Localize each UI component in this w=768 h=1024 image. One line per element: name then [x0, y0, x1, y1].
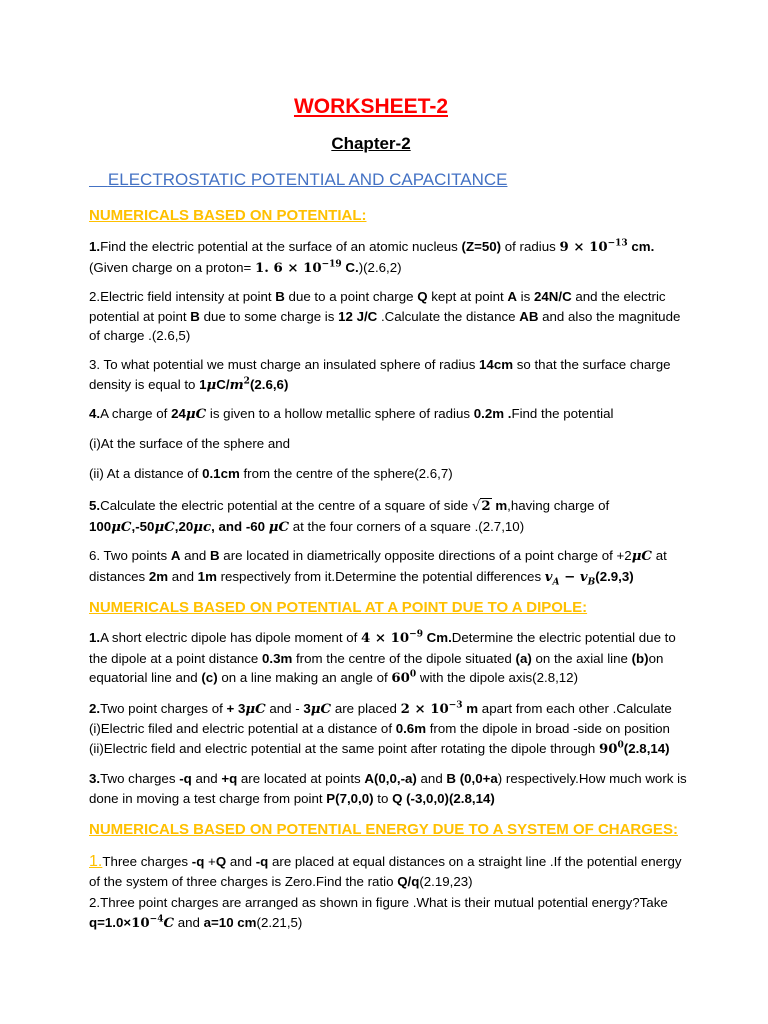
- q-math: 60: [391, 671, 410, 686]
- q-math-exp: −19: [321, 259, 342, 270]
- q-value: Q: [215, 854, 227, 869]
- q-text: .Calculate the distance: [377, 308, 520, 324]
- q-text: and -: [265, 701, 304, 716]
- q-text: are located in diametrically opposite directions of a point charge of +2: [219, 548, 632, 563]
- q-text: are located at points: [237, 771, 365, 786]
- q-math: m: [229, 377, 244, 393]
- q-text: 3. To what potential we must charge an insulated sphere of radius: [89, 357, 480, 372]
- q-text: on the axial line: [531, 650, 632, 666]
- q-math: 9 × 10: [559, 240, 608, 255]
- question-potential-3: [89, 355, 689, 395]
- q-number: 2.: [89, 701, 101, 716]
- question-potential-6: [89, 546, 689, 587]
- q-value: A(0,0,-a): [364, 771, 417, 786]
- q-math: 4 × 10: [361, 631, 410, 646]
- q-text: due to some charge is: [199, 308, 339, 324]
- q-value: 0.2m .: [473, 406, 512, 421]
- q-value: 24: [171, 406, 186, 421]
- q-math-sub: B: [587, 577, 596, 588]
- q-math: 90: [599, 742, 618, 757]
- q-math: μc: [193, 519, 212, 535]
- q-math: C: [163, 915, 175, 931]
- q-text: (ii)Electric field and electric potential at the same point after rotating the dipole through: [89, 741, 599, 756]
- q-text: from the centre of the sphere(2.6,7): [239, 466, 453, 481]
- q-value: , and -60: [211, 518, 269, 534]
- q-text: (Given charge on a proton=: [89, 259, 255, 275]
- q-text: respectively from it.Determine the potential differences: [216, 568, 545, 584]
- question-potential-4-part-i: (i)At the surface of the sphere and: [89, 436, 291, 451]
- section-potential-energy: NUMERICALS BASED ON POTENTIAL ENERGY DUE TO A SYSTEM OF CHARGES:: [89, 821, 678, 838]
- q-math: μC: [154, 519, 175, 535]
- q-text: Two point charges of: [100, 701, 227, 716]
- q-value: -q: [179, 771, 192, 786]
- q-ref: (2.21,5): [256, 914, 303, 930]
- q-text: 6. Two points: [89, 548, 171, 563]
- q-unit: Cm.: [422, 630, 452, 645]
- q-text: Calculate the electric potential at the centre of a square of side: [100, 498, 472, 513]
- q-math: μC: [111, 519, 132, 535]
- q-math: 10: [131, 915, 150, 931]
- q-math-sub: A: [552, 577, 560, 588]
- q-text: and: [168, 568, 198, 584]
- question-potential-4-part-ii: [89, 464, 689, 484]
- q-math-exp: −13: [607, 238, 628, 249]
- q-ref: (2.19,23): [419, 873, 473, 889]
- q-value: a=10 cm: [203, 914, 257, 930]
- q-value: 100: [89, 518, 112, 534]
- q-value: P(7,0,0): [326, 790, 374, 806]
- question-dipole-3: [89, 769, 689, 808]
- q-unit: m: [491, 498, 508, 513]
- q-text: is given to a hollow metallic sphere of radius: [206, 406, 474, 421]
- q-text: apart from each other .Calculate: [478, 701, 672, 716]
- q-value: q=1.0×: [89, 914, 132, 930]
- q-text: of radius: [501, 239, 560, 254]
- q-value: A: [170, 548, 181, 563]
- q-value: 24N/C: [533, 289, 572, 304]
- q-number: 4.: [89, 406, 101, 421]
- q-math: μC: [310, 702, 332, 717]
- q-text: and: [180, 548, 210, 563]
- q-value: A: [507, 289, 517, 304]
- q-number: 1.: [89, 853, 103, 870]
- q-text: +: [204, 854, 216, 869]
- q-value: (b): [631, 650, 649, 666]
- q-value: 3: [303, 701, 311, 716]
- section-potential: NUMERICALS BASED ON POTENTIAL:: [89, 207, 367, 224]
- q-value: (a): [515, 650, 532, 666]
- q-text: 2.Three point charges are arranged as shown in figure .What is their mutual potential energy?Take: [89, 895, 668, 910]
- sqrt-radicand: 2: [481, 499, 491, 514]
- question-dipole-2: [89, 699, 689, 720]
- q-text: A charge of: [100, 406, 172, 421]
- q-text: Three charges: [102, 854, 192, 869]
- q-value: AB: [519, 308, 539, 324]
- q-ref: (2.6,6): [249, 376, 289, 392]
- q-math: μC: [245, 702, 266, 717]
- question-potential-4: [89, 404, 689, 425]
- q-math: μ: [206, 377, 217, 393]
- q-text: from the centre of the dipole situated: [292, 650, 516, 666]
- q-math-exp: −4: [149, 914, 164, 925]
- q-text: and also the magnitude of charge .(2.6,5): [89, 308, 681, 343]
- chapter-title: Chapter-2: [331, 134, 411, 153]
- q-unit: m: [462, 701, 479, 716]
- q-value: B (0,0+a: [446, 771, 498, 786]
- q-value: 0.3m: [261, 650, 293, 666]
- q-value: 12 J/C: [338, 308, 378, 324]
- q-value: 14cm: [479, 357, 514, 372]
- q-text: (ii) At a distance of: [89, 466, 203, 481]
- question-energy-1: [89, 852, 689, 891]
- q-math-exp: −9: [409, 629, 423, 640]
- sqrt-symbol: √2: [471, 499, 491, 514]
- q-number: 5.: [89, 498, 101, 513]
- subject-prefix: [89, 170, 108, 189]
- q-text: are placed at equal distances on a straight line .If the potential energy of the system of three charges is Zero.Find the ratio: [89, 854, 682, 889]
- q-value: 0.1cm: [202, 466, 240, 481]
- q-value: B: [190, 308, 200, 324]
- q-value: Q/q: [397, 873, 420, 889]
- q-value: ,-50: [131, 518, 155, 534]
- worksheet-title: WORKSHEET-2: [293, 95, 448, 118]
- q-text: and: [191, 771, 222, 786]
- q-value: 1: [199, 376, 207, 392]
- q-math: v: [544, 569, 553, 585]
- q-math: v: [579, 569, 588, 585]
- q-text: Two charges: [100, 771, 180, 786]
- q-text: and: [416, 771, 447, 786]
- q-text: at distances: [89, 548, 667, 584]
- q-number: 3.: [89, 771, 101, 786]
- q-value: Q (-3,0,0)(2.8,14): [392, 790, 495, 806]
- q-unit: C.: [341, 259, 359, 275]
- q-value: ,20: [174, 518, 194, 534]
- q-text: ,having charge of: [507, 498, 610, 513]
- q-math: 1. 6 × 10: [254, 260, 322, 276]
- q-text: and: [226, 854, 256, 869]
- question-dipole-2-part-ii: [89, 739, 689, 760]
- q-value: B: [275, 289, 285, 304]
- q-value: + 3: [226, 701, 246, 716]
- q-text: 2.Electric field intensity at point: [89, 289, 276, 304]
- q-unit: C/: [216, 376, 230, 392]
- q-unit: cm.: [627, 239, 655, 254]
- question-dipole-1: [89, 628, 689, 689]
- q-value: (c): [201, 670, 218, 685]
- subject-text: ELECTROSTATIC POTENTIAL AND CAPACITANCE: [107, 170, 508, 189]
- q-text: are placed: [331, 701, 401, 716]
- q-value: (Z=50): [461, 239, 502, 254]
- q-math: −: [559, 569, 580, 585]
- q-text: Find the potential: [511, 406, 614, 421]
- q-math: μC: [631, 549, 653, 564]
- q-number: 1.: [89, 239, 101, 254]
- section-dipole: NUMERICALS BASED ON POTENTIAL AT A POINT DUE TO A DIPOLE:: [89, 599, 588, 616]
- q-text: with the dipole axis(2.8,12): [416, 670, 579, 685]
- q-ref: (2.9,3): [595, 568, 634, 584]
- q-value: +q: [221, 771, 238, 786]
- q-math: μC: [185, 407, 207, 422]
- q-text: ) respectively.How much work is done in moving a test charge from point: [89, 771, 687, 806]
- q-text: kept at point: [427, 289, 508, 304]
- q-math-exp: −3: [448, 700, 463, 711]
- q-ref: )(2.6,2): [358, 259, 402, 275]
- q-text: (i)Electric filed and electric potential at a distance of: [89, 721, 396, 736]
- question-potential-2: [89, 287, 689, 346]
- q-value: -q: [255, 854, 269, 869]
- question-energy-2: [89, 893, 689, 933]
- q-value: 2m: [148, 568, 169, 584]
- q-math-exp: 2: [243, 376, 250, 387]
- question-dipole-2-part-i: [89, 719, 689, 739]
- question-potential-5: [89, 496, 689, 537]
- q-text: and the electric potential at point: [89, 289, 666, 324]
- q-text: and: [174, 914, 204, 930]
- q-text: on a line making an angle of: [217, 670, 392, 685]
- q-value: 1m: [197, 568, 217, 584]
- q-math-exp: 0: [617, 740, 624, 751]
- q-math-exp: 0: [409, 669, 417, 680]
- q-text: to: [373, 790, 393, 806]
- q-text: so that the surface charge density is equal to: [89, 357, 671, 392]
- q-text: A short electric dipole has dipole moment of: [100, 630, 361, 645]
- q-text: Determine the electric potential due to the dipole at a point distance: [89, 630, 676, 666]
- q-math: 2 × 10: [400, 702, 449, 717]
- q-text: from the dipole in broad -side on position: [426, 721, 670, 736]
- q-text: on equatorial line and: [89, 650, 664, 685]
- q-value: -q: [191, 854, 205, 869]
- q-number: 1.: [89, 630, 101, 645]
- q-text: due to a point charge: [284, 289, 418, 304]
- q-math: μC: [268, 519, 290, 535]
- subject-title: [89, 170, 507, 190]
- q-value: B: [210, 548, 220, 563]
- question-potential-1: [89, 237, 689, 278]
- q-ref: (2.8,14): [623, 741, 670, 756]
- q-text: is: [516, 289, 534, 304]
- q-value: 0.6m: [395, 721, 427, 736]
- q-text: Find the electric potential at the surface of an atomic nucleus: [100, 239, 462, 254]
- q-value: Q: [417, 289, 428, 304]
- q-ref: at the four corners of a square .(2.7,10): [289, 518, 525, 534]
